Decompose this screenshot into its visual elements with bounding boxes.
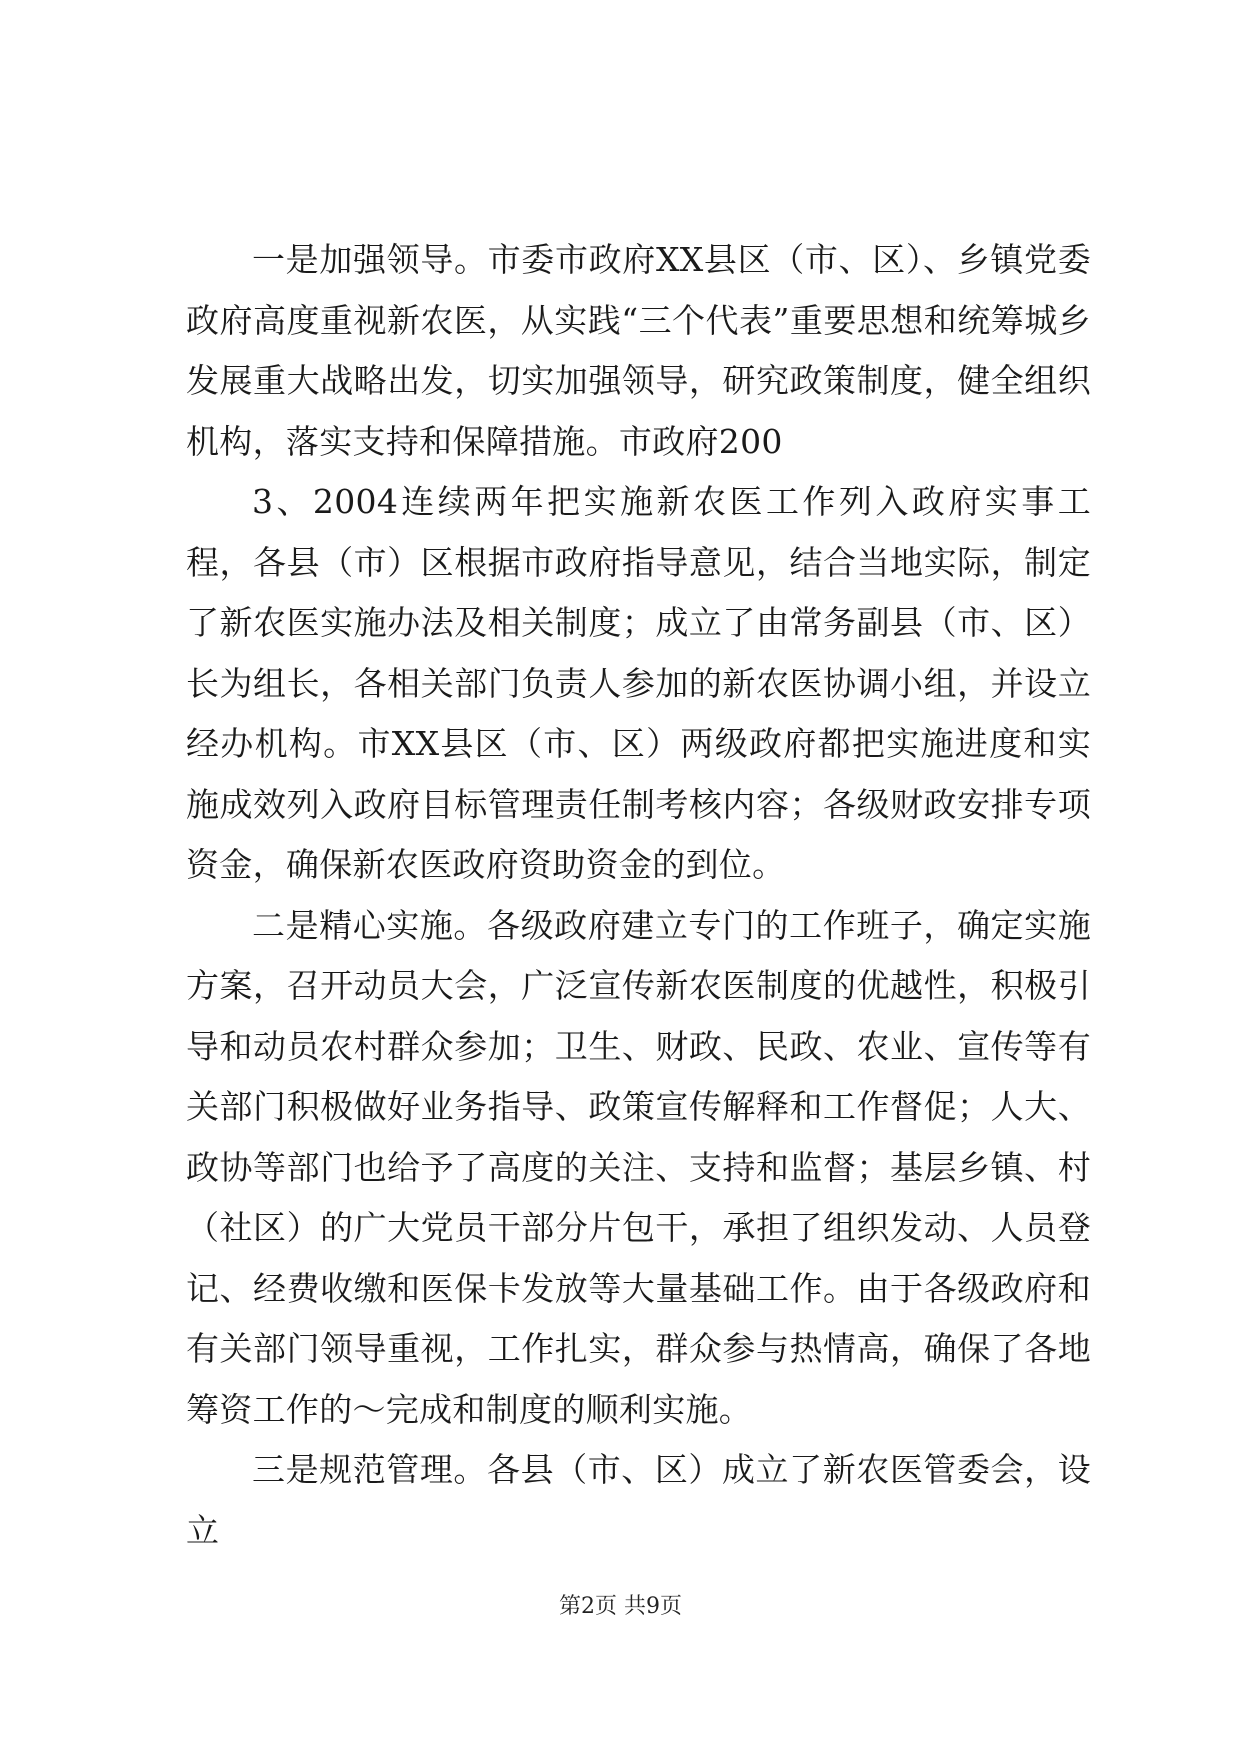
paragraph-implementation-2004: 3、2004连续两年把实施新农医工作列入政府实事工程，各县（市）区根据市政府指导意见，结合当地实际，制定了新农医实施办法及相关制度；成立了由常务副县（市、区）长为组长，各相关部门负责人参加的新农医协调小组，并设立经办机构。市XX县区（市、区）两级政府都把实施进度和实施成效列入政府目标管理责任制考核内容；各级财政安排专项资金，确保新农医政府资助资金的到位。 xyxy=(186,482,1091,884)
document-body xyxy=(186,230,1091,1561)
paragraph-careful-implementation: 二是精心实施。各级政府建立专门的工作班子，确定实施方案，召开动员大会，广泛宣传新农医制度的优越性，积极引导和动员农村群众参加；卫生、财政、民政、农业、宣传等有关部门积极做好业务指导、政策宣传解释和工作督促；人大、政协等部门也给予了高度的关注、支持和监督；基层乡镇、村（社区）的广大党员干部分片包干，承担了组织发动、人员登记、经费收缴和医保卡发放等大量基础工作。由于各级政府和有关部门领导重视，工作扎实，群众参与热情高，确保了各地筹资工作的～完成和制度的顺利实施。 xyxy=(186,905,1091,1429)
page-number-footer: 第2页 共9页 xyxy=(559,1594,682,1619)
paragraph-strengthen-leadership: 一是加强领导。市委市政府XX县区（市、区）、乡镇党委政府高度重视新农医，从实践“三个代表”重要思想和统筹城乡发展重大战略出发，切实加强领导，研究政策制度，健全组织机构，落实支持和保障措施。市政府200 xyxy=(186,240,1091,461)
paragraph-standardized-management: 三是规范管理。各县（市、区）成立了新农医管委会，设立 xyxy=(186,1450,1091,1550)
